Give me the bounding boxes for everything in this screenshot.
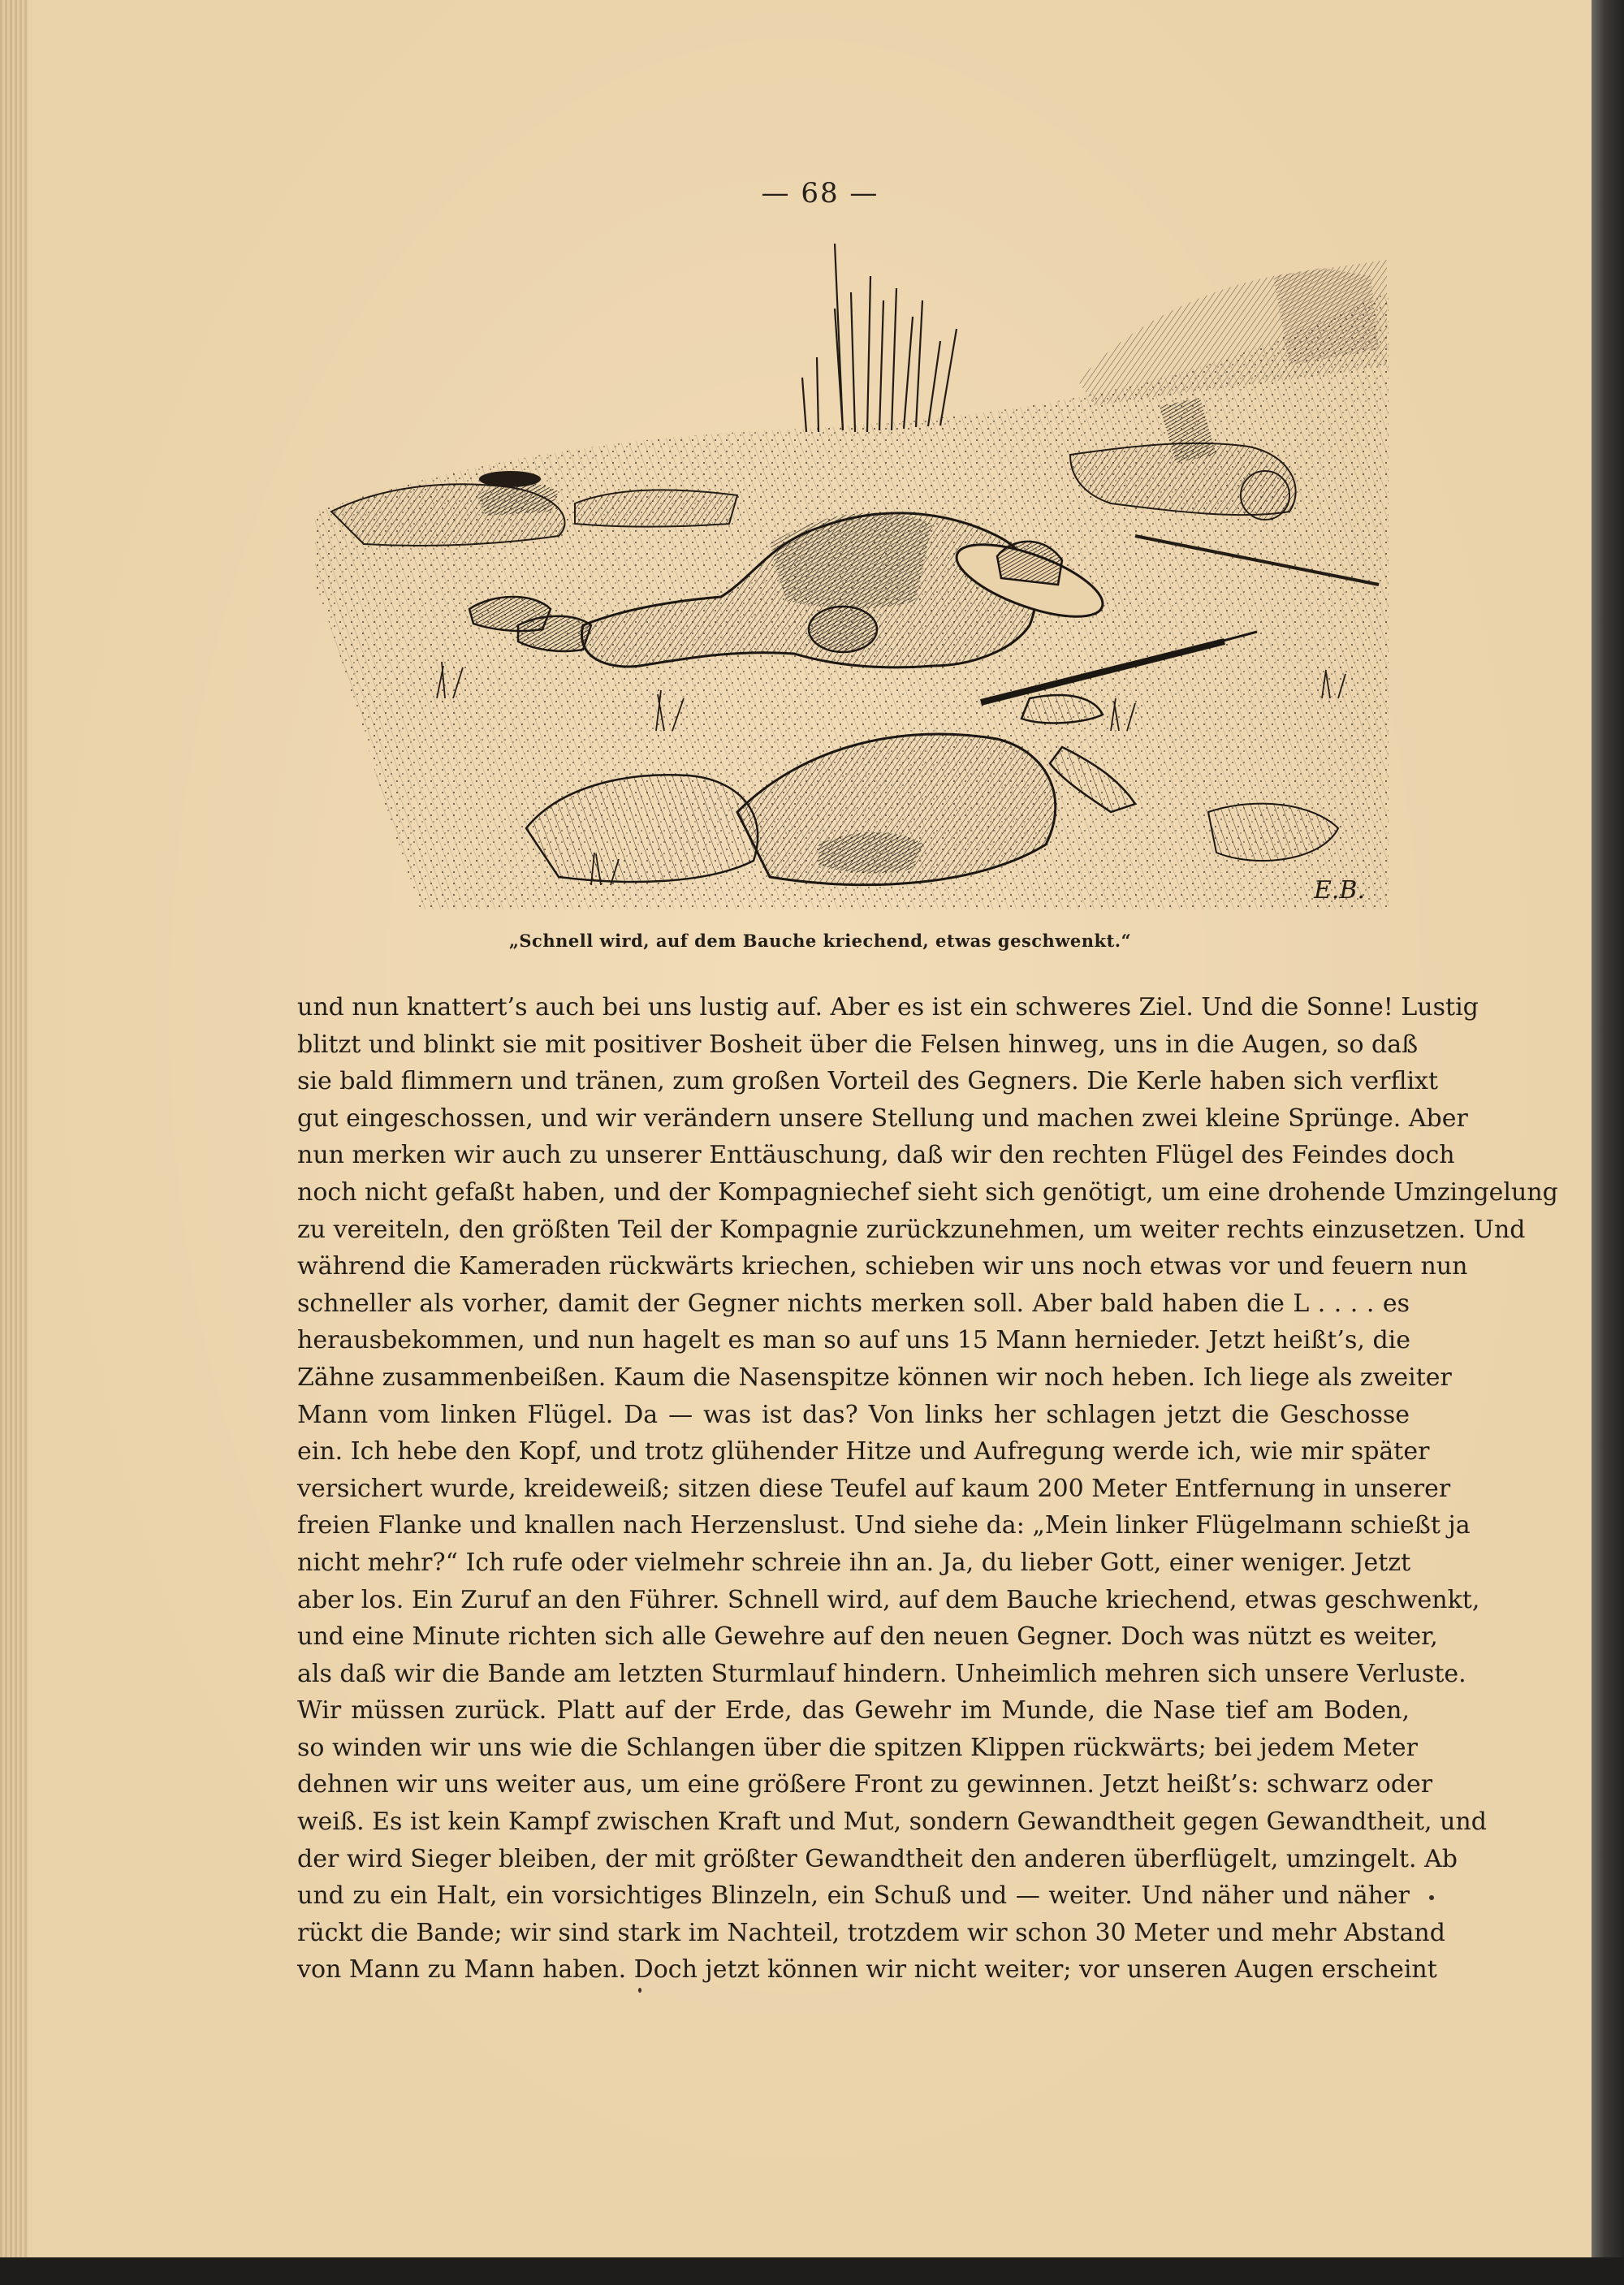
illustration-signature: E.B.	[1314, 876, 1366, 905]
text-line: ein. Ich hebe den Kopf, und trotz glühender Hitze und Aufregung werde ich, wie mir später	[297, 1437, 1430, 1466]
illustration-caption: „Schnell wird, auf dem Bauche kriechend, etwas geschwenkt.“	[508, 931, 1132, 951]
text-line: sie bald flimmern und tränen, zum großen Vorteil des Gegners. Die Kerle haben sich verflixt	[297, 1067, 1439, 1096]
text-line: versichert wurde, kreideweiß; sitzen diese Teufel auf kaum 200 Meter Entfernung in unserer	[297, 1474, 1451, 1503]
text-line: Wir müssen zurück. Platt auf der Erde, das Gewehr im Munde, die Nase tief am Boden,	[297, 1696, 1410, 1726]
text-line: und eine Minute richten sich alle Gewehre auf den neuen Gegner. Doch was nützt es weiter,	[297, 1622, 1438, 1652]
scan-bottom-border	[0, 2257, 1624, 2285]
text-line: so winden wir uns wie die Schlangen über die spitzen Klippen rückwärts; bei jedem Meter	[297, 1733, 1418, 1762]
text-line: der wird Sieger bleiben, der mit größter Gewandtheit den anderen überflügelt, umzingelt. Ab	[297, 1844, 1458, 1873]
text-line: Mann vom linken Flügel. Da — was ist das? Von links her schlagen jetzt die Geschosse	[297, 1400, 1410, 1429]
text-line: nun merken wir auch zu unserer Enttäuschung, daß wir den rechten Flügel des Feindes doch	[297, 1141, 1455, 1170]
body-text	[297, 989, 1558, 1989]
text-line: gut eingeschossen, und wir verändern unsere Stellung und machen zwei kleine Sprünge. Aber	[297, 1104, 1468, 1133]
book-spine	[1592, 0, 1624, 2285]
ink-speck	[1429, 1895, 1434, 1900]
text-line: dehnen wir uns weiter aus, um eine größere Front zu gewinnen. Jetzt heißt’s: schwarz oder	[297, 1770, 1433, 1799]
text-line: und nun knattert’s auch bei uns lustig auf. Aber es ist ein schweres Ziel. Und die Sonne! Lustig	[297, 993, 1479, 1022]
text-line: schneller als vorher, damit der Gegner nichts merken soll. Aber bald haben die L . . . . es	[297, 1289, 1410, 1318]
text-line: aber los. Ein Zuruf an den Führer. Schnell wird, auf dem Bauche kriechend, etwas geschwenkt,	[297, 1585, 1480, 1614]
text-line: herausbekommen, und nun hagelt es man so auf uns 15 Mann hernieder. Jetzt heißt’s, die	[297, 1326, 1410, 1355]
text-line: zu vereiteln, den größten Teil der Kompagnie zurückzunehmen, um weiter rechts einzusetzen. Und	[297, 1215, 1526, 1244]
text-line: blitzt und blinkt sie mit positiver Bosheit über die Felsen hinweg, uns in die Augen, so daß	[297, 1030, 1419, 1059]
text-line: während die Kameraden rückwärts kriechen, schieben wir uns noch etwas vor und feuern nun	[297, 1252, 1468, 1281]
text-line: nicht mehr?“ Ich rufe oder vielmehr schreie ihn an. Ja, du lieber Gott, einer weniger. Jetzt	[297, 1548, 1411, 1577]
text-line: noch nicht gefaßt haben, und der Kompagniechef sieht sich genötigt, um eine drohende Umzingelung	[297, 1177, 1558, 1207]
text-line: freien Flanke und knallen nach Herzenslust. Und siehe da: „Mein linker Flügelmann schießt ja	[297, 1511, 1471, 1540]
text-line: weiß. Es ist kein Kampf zwischen Kraft und Mut, sondern Gewandtheit gegen Gewandtheit, und	[297, 1808, 1487, 1837]
page-edge-stack	[0, 0, 28, 2257]
text-line: und zu ein Halt, ein vorsichtiges Blinzeln, ein Schuß und — weiter. Und näher und näher	[297, 1881, 1410, 1911]
text-line: von Mann zu Mann haben. Doch jetzt können wir nicht weiter; vor unseren Augen erscheint	[297, 1955, 1437, 1985]
illustration	[315, 244, 1389, 909]
soldiers-crawling-engraving	[315, 244, 1389, 909]
text-line: rückt die Bande; wir sind stark im Nachteil, trotzdem wir schon 30 Meter und mehr Abstand	[297, 1918, 1445, 1947]
ink-speck	[638, 1988, 641, 1993]
text-line: Zähne zusammenbeißen. Kaum die Nasenspitze können wir noch heben. Ich liege als zweiter	[297, 1363, 1452, 1392]
text-line: als daß wir die Bande am letzten Sturmlauf hindern. Unheimlich mehren sich unsere Verluste.	[297, 1659, 1466, 1688]
page-number: — 68 —	[761, 177, 879, 209]
